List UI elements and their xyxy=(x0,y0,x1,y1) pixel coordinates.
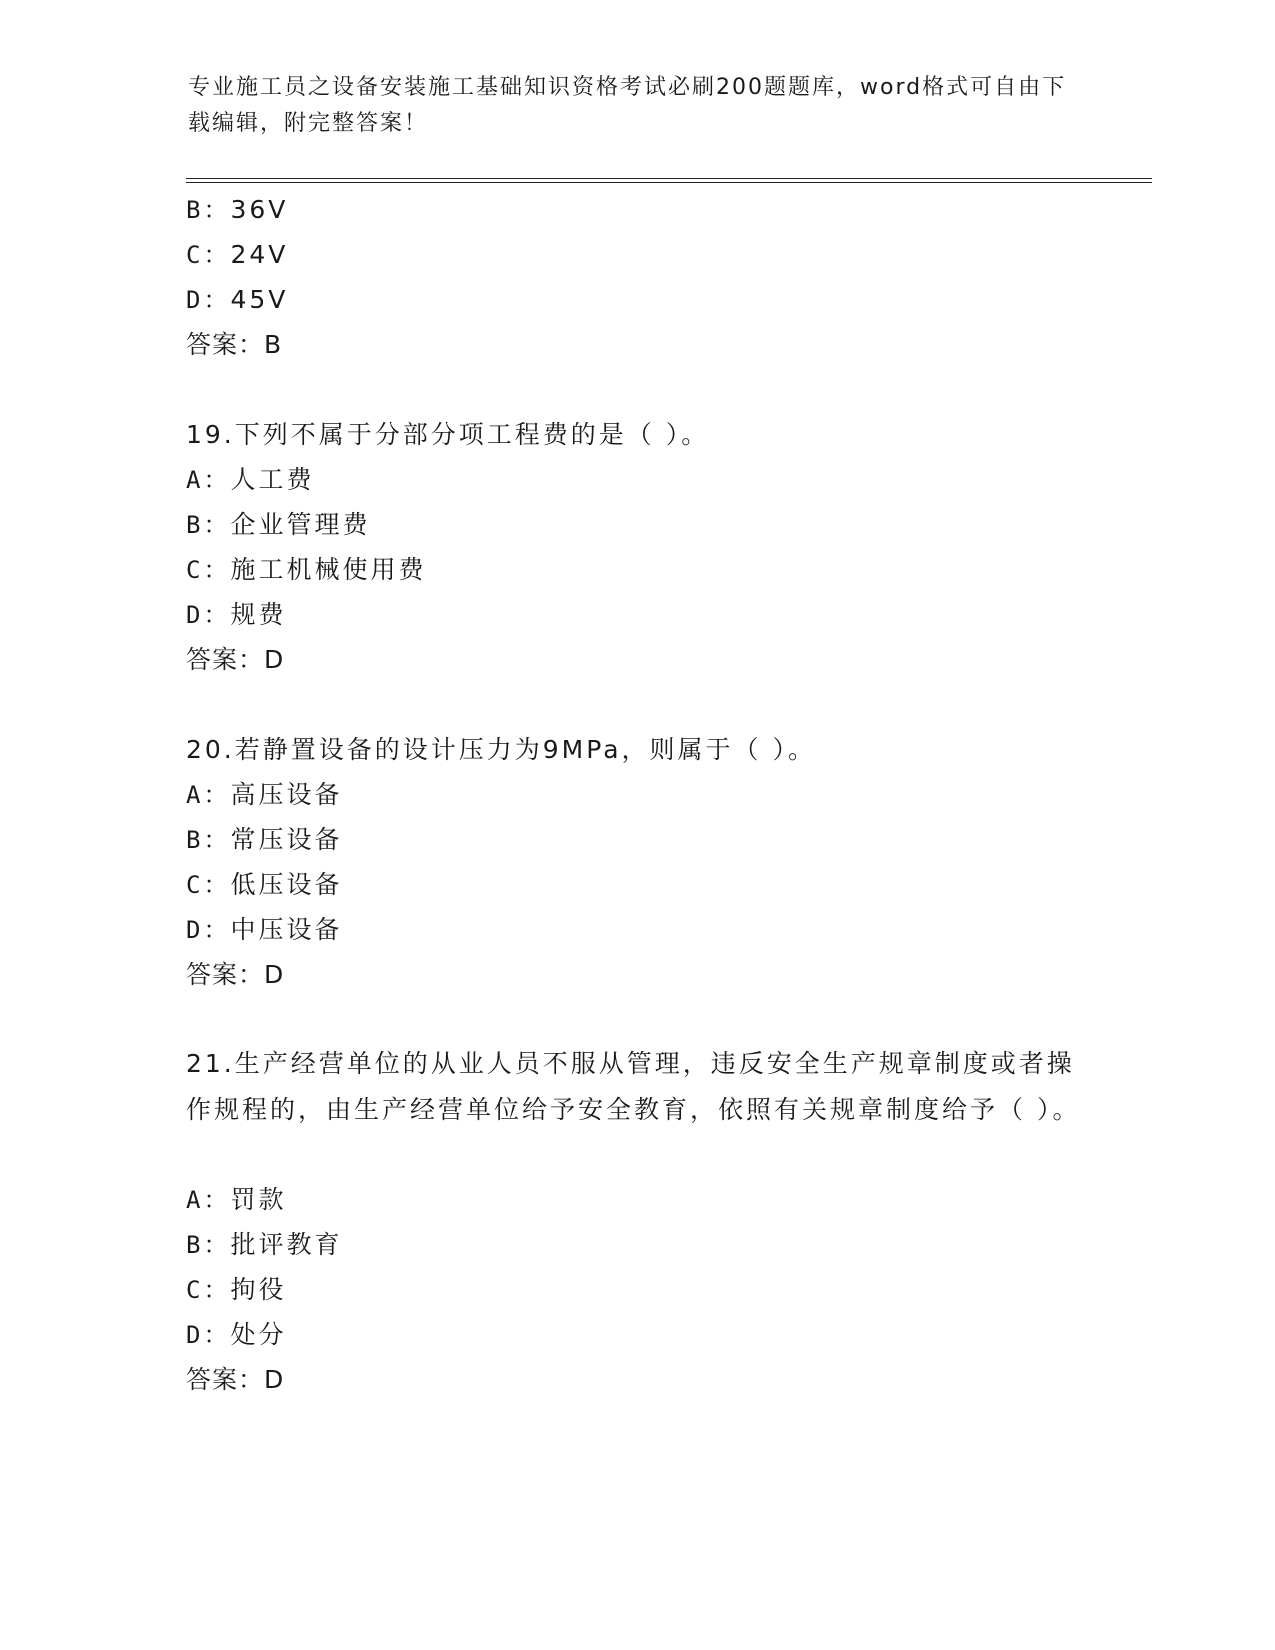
answer-label: 答案：B xyxy=(186,330,283,359)
option-line: C：施工机械使用费 xyxy=(186,555,427,584)
option-line: D：中压设备 xyxy=(186,915,343,944)
option-text: 中压设备 xyxy=(230,915,343,944)
option-line: C：拘役 xyxy=(186,1275,287,1304)
option-line: B：36V xyxy=(186,195,289,224)
option-line: A：罚款 xyxy=(186,1185,287,1214)
option-text: 规费 xyxy=(230,600,287,629)
option-line: B：常压设备 xyxy=(186,825,343,854)
option-line: D：45V xyxy=(186,285,289,314)
option-text: 低压设备 xyxy=(230,870,343,899)
option-text: 拘役 xyxy=(230,1275,287,1304)
option-line: A：人工费 xyxy=(186,465,315,494)
answer-label: 答案：D xyxy=(186,960,285,989)
option-line: B：企业管理费 xyxy=(186,510,371,539)
header-divider-bottom xyxy=(186,182,1152,183)
option-text: 罚款 xyxy=(230,1185,287,1214)
question-stem: 21.生产经营单位的从业人员不服从管理，违反安全生产规章制度或者操作规程的，由生产经营单位给予安全教育，依照有关规章制度给予（ ）。 xyxy=(186,1049,1081,1124)
option-line: C：24V xyxy=(186,240,289,269)
option-line: D：规费 xyxy=(186,600,287,629)
option-text: 常压设备 xyxy=(230,825,343,854)
option-line: C：低压设备 xyxy=(186,870,343,899)
option-text: 24V xyxy=(230,240,289,269)
option-text: 高压设备 xyxy=(230,780,343,809)
answer-label: 答案：D xyxy=(186,1365,285,1394)
option-text: 人工费 xyxy=(230,465,315,494)
option-text: 45V xyxy=(230,285,289,314)
document-header: 专业施工员之设备安装施工基础知识资格考试必刷200题题库，word格式可自由下载编辑，附完整答案！ xyxy=(188,75,1067,136)
option-text: 企业管理费 xyxy=(230,510,371,539)
question-stem: 20.若静置设备的设计压力为9MPa，则属于（ ）。 xyxy=(186,735,816,764)
option-text: 批评教育 xyxy=(230,1230,343,1259)
option-line: A：高压设备 xyxy=(186,780,343,809)
answer-label: 答案：D xyxy=(186,645,285,674)
question-stem: 19.下列不属于分部分项工程费的是（ ）。 xyxy=(186,420,710,449)
option-text: 施工机械使用费 xyxy=(230,555,427,584)
option-text: 36V xyxy=(230,195,289,224)
option-text: 处分 xyxy=(230,1320,287,1349)
option-line: D：处分 xyxy=(186,1320,287,1349)
option-line: B：批评教育 xyxy=(186,1230,343,1259)
header-divider-top xyxy=(186,178,1152,179)
